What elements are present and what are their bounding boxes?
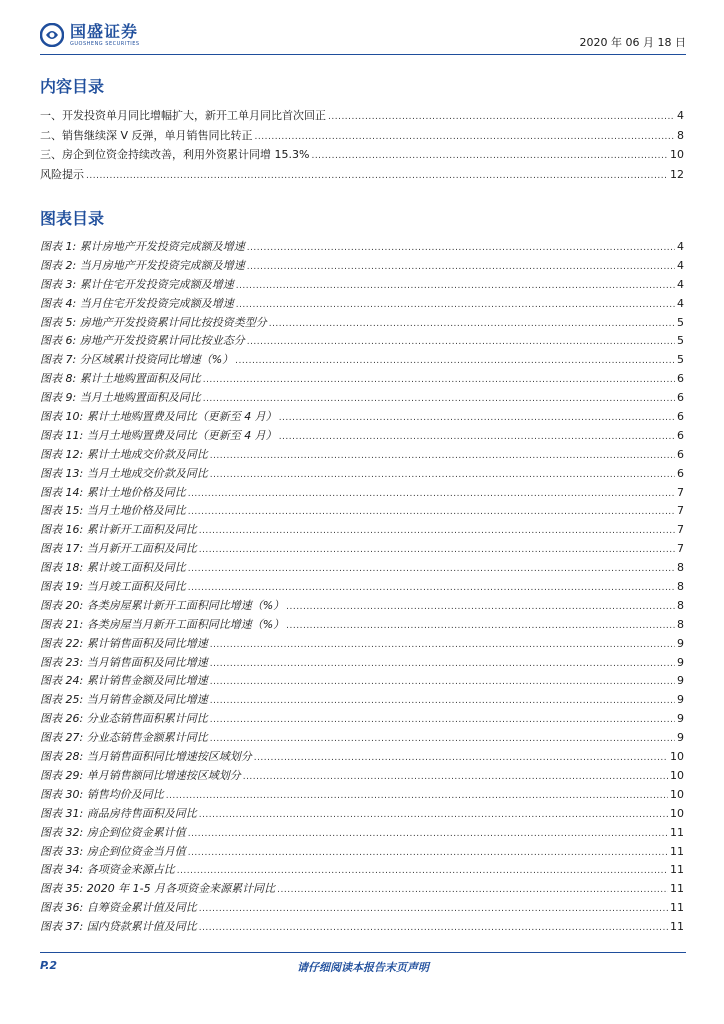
leader-dots (279, 427, 675, 447)
contents-title: 内容目录 (40, 77, 105, 96)
contents-entry-label: 风险提示 (40, 167, 84, 181)
leader-dots (188, 578, 675, 598)
leader-dots (210, 635, 675, 655)
figure-entry-page: 8 (677, 598, 684, 612)
figure-entry[interactable] (40, 861, 684, 880)
leader-dots (210, 654, 675, 674)
figure-entry[interactable] (40, 899, 684, 918)
figure-entry-page: 4 (677, 240, 684, 253)
figure-entry-label: 图表 26: 分业态销售面积累计同比 (40, 712, 208, 726)
page-footer (40, 952, 686, 974)
leader-dots (199, 540, 675, 560)
figures-list (40, 238, 684, 937)
leader-dots (86, 165, 668, 187)
figure-entry-page: 8 (677, 580, 684, 594)
figure-entry[interactable] (40, 843, 684, 862)
leader-dots (328, 106, 675, 128)
figure-entry[interactable] (40, 446, 684, 465)
figure-entry-label: 图表 3: 累计住宅开发投资完成额及增速 (40, 277, 234, 291)
figure-entry-label: 图表 23: 当月销售面积及同比增速 (40, 655, 208, 669)
figure-entry-page: 5 (677, 353, 684, 367)
figure-entry[interactable] (40, 521, 684, 540)
leader-dots (188, 559, 675, 579)
figure-entry-label: 图表 15: 当月土地价格及同比 (40, 504, 186, 518)
figure-entry-label: 图表 14: 累计土地价格及同比 (40, 485, 186, 499)
figure-entry-page: 7 (677, 523, 684, 537)
figure-entry-label: 图表 32: 房企到位资金累计值 (40, 825, 186, 839)
figure-entry-page: 11 (670, 920, 684, 934)
leader-dots (188, 502, 675, 522)
figure-entry-page: 5 (677, 334, 684, 348)
contents-entry-label: 二、销售继续深 V 反弹，单月销售同比转正 (40, 128, 253, 142)
figure-entry-label: 图表 13: 当月土地成交价款及同比 (40, 466, 208, 480)
figure-entry-page: 6 (677, 372, 684, 386)
figure-entry-page: 11 (670, 901, 684, 915)
leader-dots (255, 126, 675, 148)
figure-entry-label: 图表 25: 当月销售金额及同比增速 (40, 693, 208, 707)
figure-entry-page: 4 (677, 258, 684, 272)
contents-entry[interactable] (40, 106, 684, 126)
leader-dots (286, 597, 675, 617)
figure-entry-page: 10 (670, 750, 684, 764)
figure-entry[interactable] (40, 805, 684, 824)
figure-entry-label: 图表 12: 累计土地成交价款及同比 (40, 447, 208, 461)
figure-entry-page: 10 (670, 806, 684, 820)
figure-entry[interactable] (40, 370, 684, 389)
figure-entry-label: 图表 21: 各类房屋当月新开工面积同比增速（%） (40, 617, 285, 631)
leader-dots (210, 465, 675, 485)
figure-entry-label: 图表 35: 2020 年 1-5 月各项资金来源累计同比 (40, 882, 276, 896)
figure-entry-label: 图表 24: 累计销售金额及同比增速 (40, 674, 208, 688)
figure-entry[interactable] (40, 408, 684, 427)
logo-chinese-name: 国盛证券 (70, 21, 139, 41)
figure-entry[interactable] (40, 786, 684, 805)
figure-entry-label: 图表 33: 房企到位资金当月值 (40, 844, 186, 858)
leader-dots (247, 332, 675, 352)
leader-dots (199, 899, 668, 919)
figure-entry-page: 6 (677, 447, 684, 461)
leader-dots (188, 824, 668, 844)
figure-entry-label: 图表 19: 当月竣工面积及同比 (40, 580, 186, 594)
figure-entry[interactable] (40, 276, 684, 295)
contents-entry-label: 三、房企到位资金持续改善，利用外资累计同增 15.3% (40, 148, 310, 161)
figure-entry-page: 4 (677, 296, 684, 310)
figure-entry[interactable] (40, 672, 684, 691)
figure-entry-page: 6 (677, 428, 684, 442)
leader-dots (236, 276, 675, 296)
figure-entry[interactable] (40, 824, 684, 843)
figure-entry-page: 7 (677, 504, 684, 518)
contents-entry-page: 12 (670, 167, 684, 181)
figure-entry-label: 图表 37: 国内贷款累计值及同比 (40, 920, 197, 934)
figure-entry-label: 图表 9: 当月土地购置面积及同比 (40, 391, 201, 405)
figure-entry[interactable] (40, 654, 684, 673)
contents-entry-page: 10 (670, 148, 684, 161)
figure-entry[interactable] (40, 465, 684, 484)
figure-entry-page: 9 (677, 655, 684, 669)
report-date: 2020 年 06 月 18 日 (579, 36, 686, 49)
figure-entry-page: 6 (677, 410, 684, 424)
figure-entry-label: 图表 34: 各项资金来源占比 (40, 863, 175, 877)
figure-entry-page: 9 (677, 636, 684, 650)
figure-entry-page: 5 (677, 315, 684, 329)
leader-dots (199, 805, 668, 825)
figure-entry[interactable] (40, 918, 684, 937)
figure-entry[interactable] (40, 597, 684, 616)
figure-entry[interactable] (40, 767, 684, 786)
figure-entry-page: 6 (677, 391, 684, 405)
contents-entry-page: 8 (677, 128, 684, 142)
leader-dots (247, 257, 675, 277)
figure-entry-page: 9 (677, 693, 684, 707)
figure-entry[interactable] (40, 559, 684, 578)
figure-entry-page: 7 (677, 542, 684, 556)
leader-dots (277, 880, 668, 900)
figure-entry-page: 7 (677, 485, 684, 499)
figure-entry[interactable] (40, 332, 684, 351)
figure-entry-page: 8 (677, 561, 684, 575)
figure-entry-label: 图表 10: 累计土地购置费及同比（更新至 4 月） (40, 410, 277, 424)
figure-entry-label: 图表 16: 累计新开工面积及同比 (40, 523, 197, 537)
figure-entry-label: 图表 22: 累计销售面积及同比增速 (40, 636, 208, 650)
figure-entry-page: 11 (670, 825, 684, 839)
figure-entry[interactable] (40, 238, 684, 257)
figure-entry[interactable] (40, 540, 684, 559)
figure-entry-label: 图表 20: 各类房屋累计新开工面积同比增速（%） (40, 598, 285, 612)
figure-entry[interactable] (40, 427, 684, 446)
figure-entry[interactable] (40, 351, 684, 370)
company-logo (40, 18, 140, 52)
figure-entry-page: 10 (670, 768, 684, 782)
figure-entry-page: 6 (677, 466, 684, 480)
leader-dots (269, 314, 675, 334)
leader-dots (243, 767, 668, 787)
leader-dots (177, 861, 668, 881)
figure-entry[interactable] (40, 748, 684, 767)
figure-entry-label: 图表 6: 房地产开发投资累计同比按业态分 (40, 334, 245, 348)
page-header (40, 18, 686, 55)
figure-entry[interactable] (40, 502, 684, 521)
disclaimer-text: 请仔细阅读本报告末页声明 (297, 961, 429, 974)
leader-dots (203, 389, 675, 409)
leader-dots (247, 238, 675, 258)
figure-entry-label: 图表 17: 当月新开工面积及同比 (40, 542, 197, 556)
contents-list (40, 106, 684, 184)
leader-dots (199, 918, 668, 938)
leader-dots (311, 145, 668, 167)
figure-entry[interactable] (40, 578, 684, 597)
figure-entry[interactable] (40, 295, 684, 314)
figure-entry-page: 11 (670, 882, 684, 896)
figure-entry[interactable] (40, 729, 684, 748)
logo-english-name: GUOSHENG SECURITIES (70, 40, 140, 47)
figure-entry-page: 9 (677, 674, 684, 688)
leader-dots (199, 521, 675, 541)
contents-entry[interactable] (40, 165, 684, 185)
contents-entry-label: 一、开发投资单月同比增幅扩大，新开工单月同比首次回正 (40, 109, 326, 122)
figure-entry-label: 图表 18: 累计竣工面积及同比 (40, 561, 186, 575)
leader-dots (279, 408, 675, 428)
leader-dots (210, 446, 675, 466)
figure-entry-page: 9 (677, 731, 684, 745)
leader-dots (210, 691, 675, 711)
figure-entry-page: 10 (670, 787, 684, 801)
figure-entry-label: 图表 8: 累计土地购置面积及同比 (40, 372, 201, 386)
figure-entry-label: 图表 31: 商品房待售面积及同比 (40, 806, 197, 820)
figure-entry-label: 图表 4: 当月住宅开发投资完成额及增速 (40, 296, 234, 310)
figure-entry-page: 8 (677, 617, 684, 631)
figure-entry-page: 11 (670, 844, 684, 858)
figure-entry[interactable] (40, 691, 684, 710)
figure-entry-label: 图表 5: 房地产开发投资累计同比按投资类型分 (40, 315, 267, 329)
figure-entry[interactable] (40, 257, 684, 276)
figure-entry[interactable] (40, 635, 684, 654)
leader-dots (203, 370, 675, 390)
figure-entry[interactable] (40, 314, 684, 333)
leader-dots (210, 710, 675, 730)
figure-entry-label: 图表 1: 累计房地产开发投资完成额及增速 (40, 240, 245, 253)
figure-entry-page: 11 (670, 863, 684, 877)
figure-entry-label: 图表 30: 销售均价及同比 (40, 787, 164, 801)
figure-entry[interactable] (40, 389, 684, 408)
figure-entry-label: 图表 2: 当月房地产开发投资完成额及增速 (40, 258, 245, 272)
leader-dots (286, 616, 675, 636)
figure-entry-label: 图表 28: 当月销售面积同比增速按区域划分 (40, 750, 252, 764)
figure-entry-label: 图表 27: 分业态销售金额累计同比 (40, 731, 208, 745)
leader-dots (166, 786, 668, 806)
figure-entry-label: 图表 29: 单月销售额同比增速按区域划分 (40, 768, 241, 782)
leader-dots (254, 748, 668, 768)
contents-entry[interactable] (40, 145, 684, 165)
guosheng-logo-icon (40, 23, 64, 47)
figure-entry-label: 图表 7: 分区域累计投资同比增速（%） (40, 353, 234, 367)
figure-entry[interactable] (40, 484, 684, 503)
leader-dots (210, 729, 675, 749)
figure-entry-page: 9 (677, 712, 684, 726)
figure-entry-label: 图表 11: 当月土地购置费及同比（更新至 4 月） (40, 428, 277, 442)
figure-entry[interactable] (40, 880, 684, 899)
leader-dots (210, 672, 675, 692)
contents-entry[interactable] (40, 126, 684, 146)
leader-dots (188, 484, 675, 504)
figures-title: 图表目录 (40, 209, 105, 228)
figure-entry-label: 图表 36: 自筹资金累计值及同比 (40, 901, 197, 915)
leader-dots (235, 351, 675, 371)
leader-dots (236, 295, 675, 315)
figure-entry[interactable] (40, 616, 684, 635)
figure-entry-page: 4 (677, 277, 684, 291)
page-number: P.2 (40, 959, 58, 972)
contents-entry-page: 4 (677, 109, 684, 122)
figure-entry[interactable] (40, 710, 684, 729)
leader-dots (188, 843, 668, 863)
